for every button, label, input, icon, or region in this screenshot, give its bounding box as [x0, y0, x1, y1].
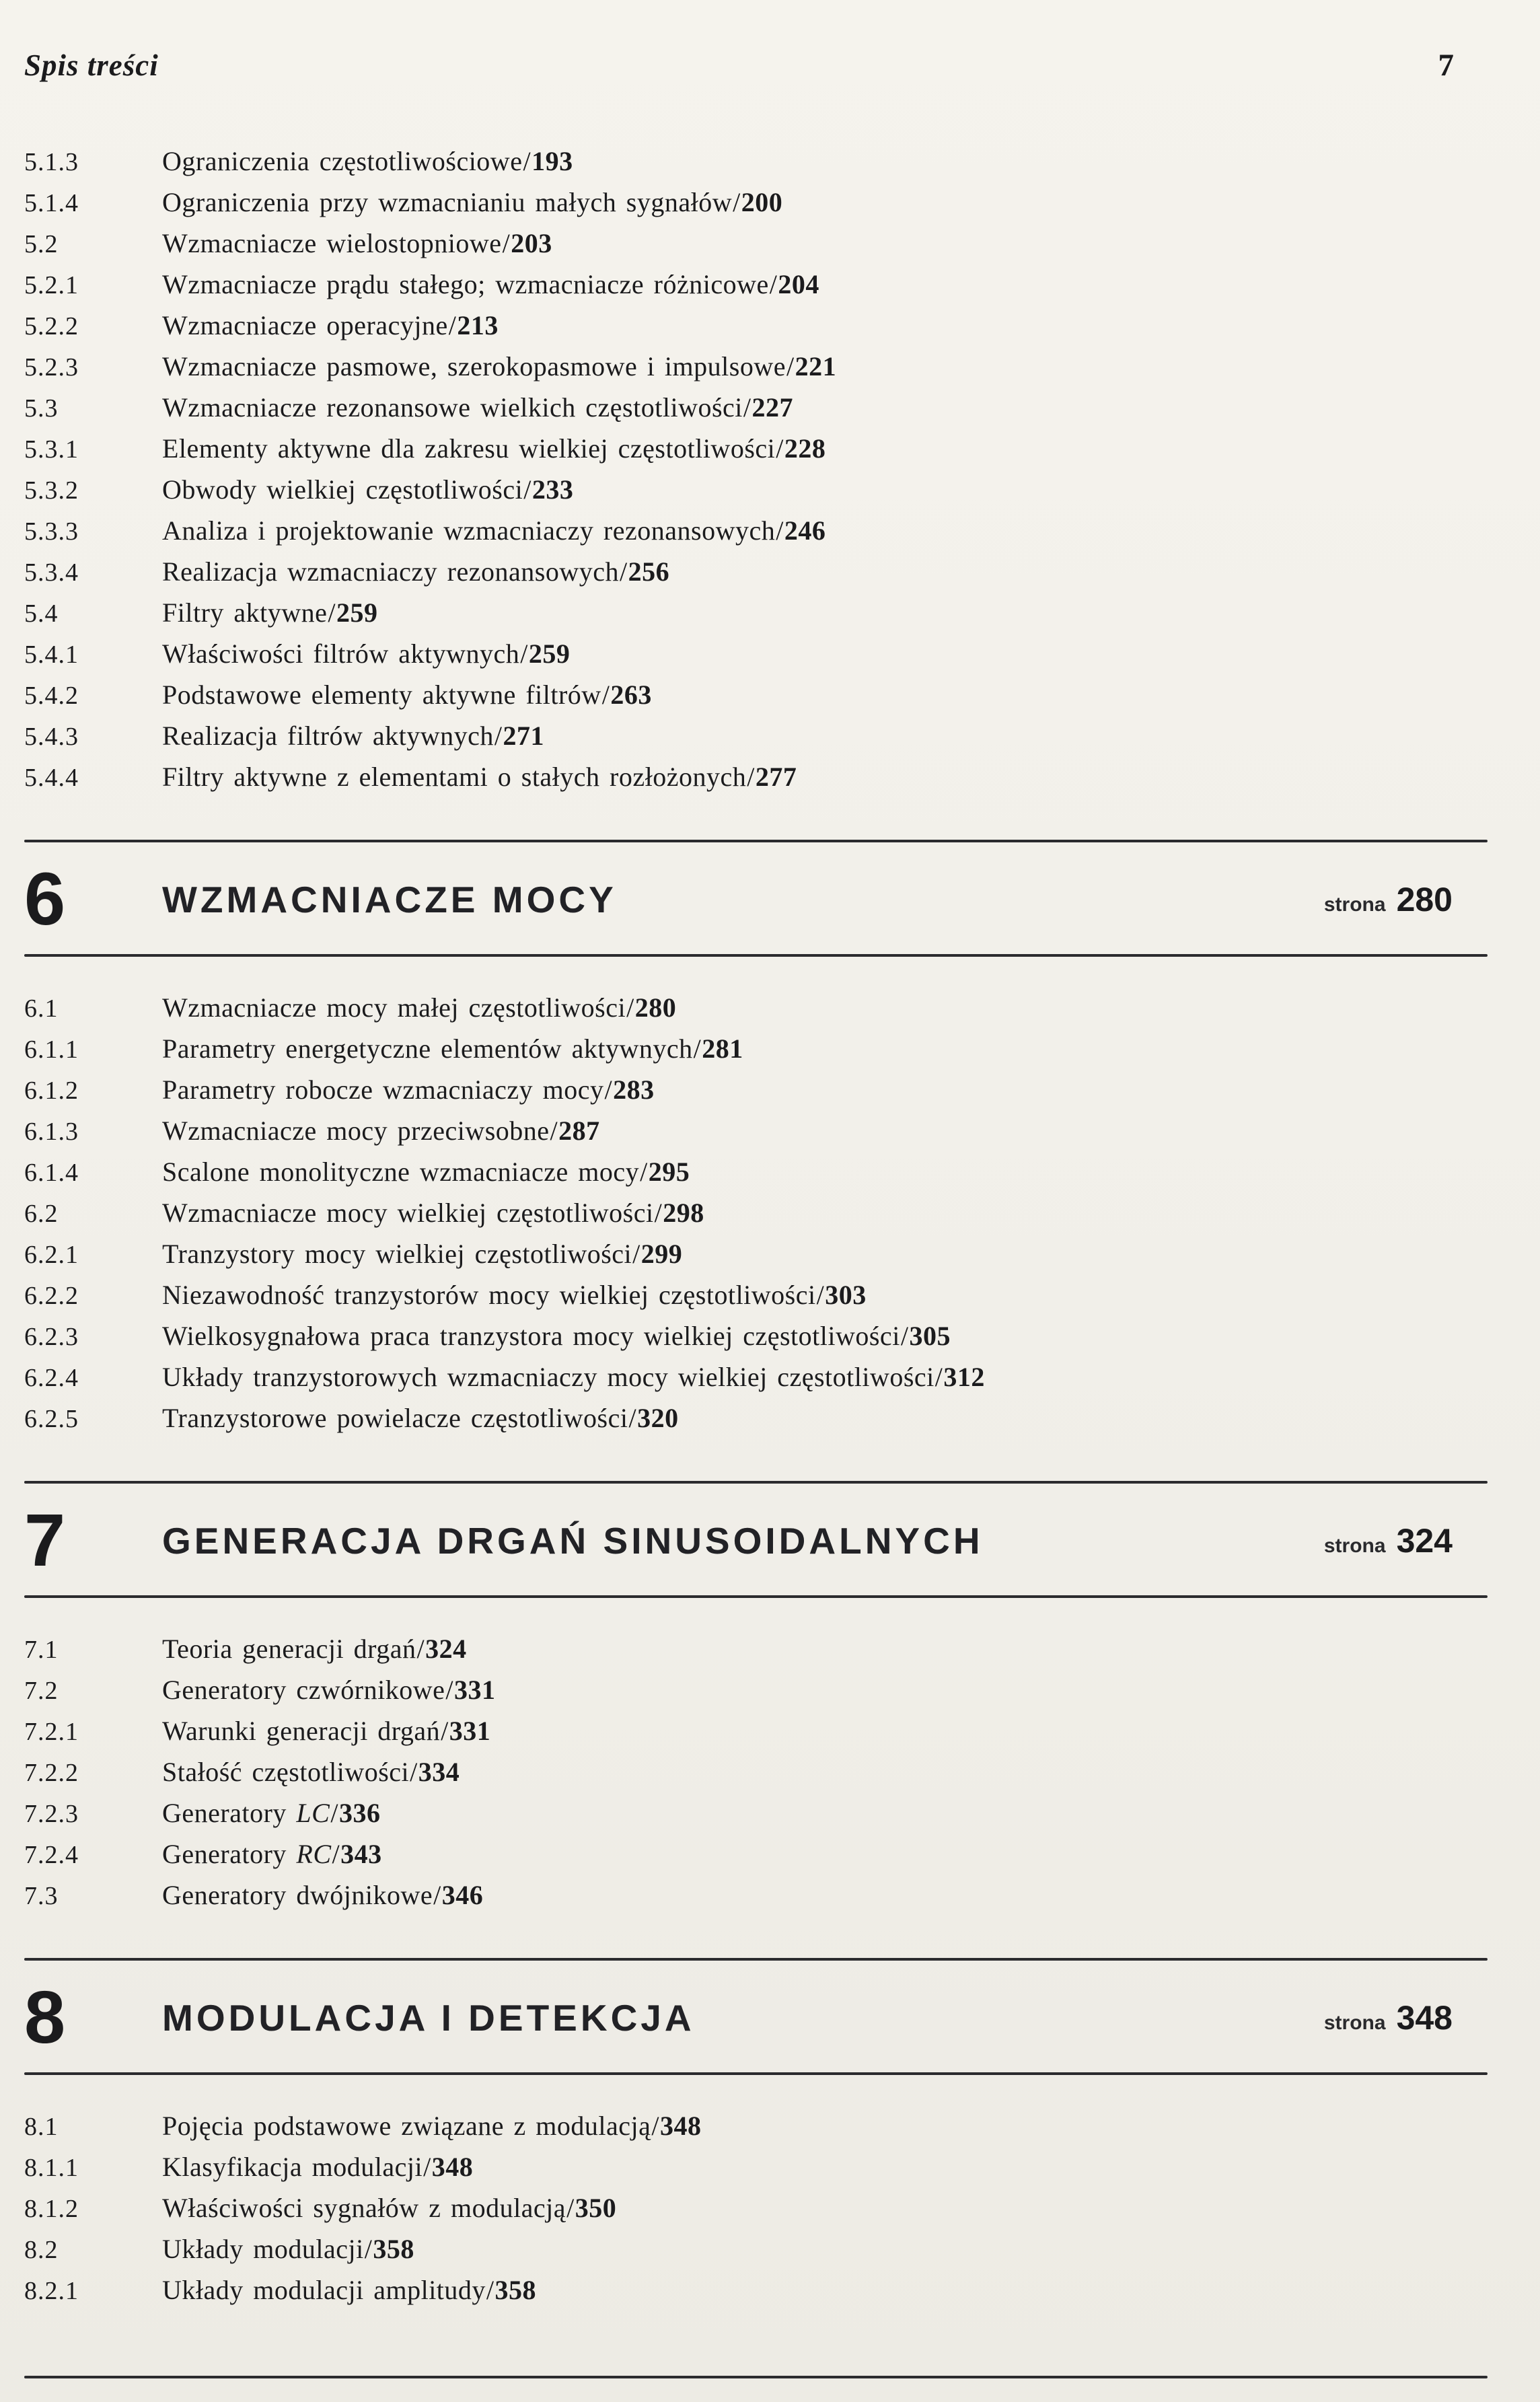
entry-page: 200: [741, 187, 783, 217]
entry-title-wrap: [162, 716, 544, 756]
toc-entry-row: [24, 141, 1488, 182]
chapter-page: [1324, 880, 1453, 919]
entry-number: 5.3: [24, 394, 59, 423]
chapter-heading: [24, 842, 1488, 954]
chapter-number: 8: [24, 1976, 66, 2059]
entry-number: 6.1: [24, 994, 59, 1023]
toc-entry-row: [24, 1275, 1488, 1316]
entry-number: 8.2: [24, 2236, 59, 2264]
chapter-page: [1324, 1521, 1453, 1560]
entry-separator: /: [566, 2193, 575, 2223]
entry-title-wrap: [162, 1670, 496, 1710]
entry-number: 8.2.1: [24, 2277, 79, 2305]
strona-label: strona: [1323, 894, 1386, 916]
entry-separator: /: [486, 2275, 494, 2305]
entry-title-wrap: [162, 1629, 467, 1669]
entry-separator: /: [743, 392, 751, 423]
entry-title-wrap: [162, 2229, 414, 2269]
entry-title-wrap: [162, 1111, 600, 1151]
entry-number: 6.2.2: [24, 1282, 79, 1310]
entry-separator: /: [693, 1033, 702, 1064]
entry-page: 343: [340, 1839, 382, 1869]
toc-entry-row: [24, 634, 1488, 675]
strona-label: strona: [1323, 1535, 1386, 1557]
toc-entry-row: [24, 2147, 1488, 2188]
entry-separator: /: [934, 1362, 943, 1392]
entry-separator: /: [494, 721, 503, 751]
chapter-title: WZMACNIACZE MOCY: [162, 879, 617, 920]
entry-page: 346: [441, 1880, 484, 1910]
entry-number: 5.3.4: [24, 558, 79, 587]
entry-separator: /: [410, 1757, 418, 1787]
chapters-root: [24, 840, 1488, 2311]
chapter-heading: [24, 1484, 1488, 1595]
entry-title-wrap: [162, 675, 652, 715]
entry-title-wrap: [162, 634, 570, 674]
entry-page: 227: [751, 392, 794, 423]
entry-number: 7.3: [24, 1882, 59, 1910]
entry-title-wrap: [162, 429, 826, 468]
entry-title: Parametry energetyczne elementów aktywnych: [162, 1033, 693, 1064]
entry-page: 277: [755, 762, 797, 792]
entry-title: Scalone monolityczne wzmacniacze mocy: [162, 1157, 640, 1187]
toc-entry-row: [24, 1357, 1488, 1398]
entry-separator: /: [640, 1157, 648, 1187]
entry-separator: /: [747, 762, 755, 792]
entry-page: 331: [449, 1716, 491, 1746]
entry-title-wrap: [162, 1793, 380, 1833]
toc-entry-row: [24, 1152, 1488, 1193]
entry-page: 303: [825, 1280, 867, 1310]
entry-page: 358: [373, 2234, 414, 2264]
entry-title-wrap: [162, 1234, 682, 1274]
entry-title-wrap: [162, 552, 669, 591]
entry-title-wrap: [162, 593, 378, 632]
entry-separator: /: [550, 1116, 558, 1146]
entry-separator: /: [416, 1634, 425, 1664]
entry-page: 280: [634, 992, 677, 1023]
toc-entry-row: [24, 182, 1488, 223]
entry-separator: /: [330, 1798, 338, 1828]
entry-title: Układy tranzystorowych wzmacniaczy mocy wielkiej częstotliwości: [162, 1362, 934, 1392]
entry-number: 5.4: [24, 599, 59, 628]
entry-number: 5.3.1: [24, 435, 79, 464]
entry-separator: /: [445, 1675, 453, 1705]
entry-separator: /: [619, 556, 628, 587]
entry-title-wrap: [162, 1029, 743, 1068]
chapter-page: [1324, 1998, 1453, 2037]
entry-title: Tranzystorowe powielacze częstotliwości: [162, 1403, 628, 1433]
entry-separator: /: [816, 1280, 825, 1310]
entry-title: Tranzystory mocy wielkiej częstotliwości: [162, 1239, 632, 1269]
chapter-bottom-divider: [24, 1595, 1488, 1598]
entry-title: Wzmacniacze rezonansowe wielkich częstotliwości: [162, 392, 743, 423]
entry-separator: /: [628, 1403, 637, 1433]
entry-number: 5.4.4: [24, 764, 79, 792]
toc-entry-row: [24, 1670, 1488, 1711]
chapter-section: [24, 1958, 1488, 2311]
toc-entry-row: [24, 305, 1488, 347]
chapter-page-number: 280: [1396, 881, 1453, 918]
entry-title: Właściwości sygnałów z modulacją: [162, 2193, 566, 2223]
entry-number: 5.2: [24, 230, 59, 258]
entry-title-wrap: [162, 1275, 867, 1315]
entry-title-wrap: [162, 1152, 690, 1192]
entry-separator: /: [523, 146, 531, 176]
entry-title: Wzmacniacze mocy przeciwsobne: [162, 1116, 550, 1146]
entry-separator: /: [423, 2152, 431, 2182]
entry-title: Filtry aktywne: [162, 597, 328, 628]
entry-page: 287: [558, 1116, 600, 1146]
chapter-number: 7: [24, 1499, 66, 1582]
entry-number: 5.4.1: [24, 641, 79, 669]
entry-page: 320: [637, 1403, 679, 1433]
entry-number: 8.1.1: [24, 2154, 79, 2182]
toc-entry-row: [24, 511, 1488, 552]
entry-title-wrap: [162, 1752, 460, 1792]
strona-label: strona: [1323, 2012, 1386, 2034]
toc-entry-row: [24, 1793, 1488, 1834]
page-header: [24, 47, 1488, 83]
toc-entry-row: [24, 2188, 1488, 2229]
page-title: Spis treści: [24, 48, 159, 82]
toc-entry-row: [24, 429, 1488, 470]
entry-title-wrap: [162, 1398, 679, 1438]
toc-entry-row: [24, 1834, 1488, 1875]
toc-entry-row: [24, 1029, 1488, 1070]
toc-entry-row: [24, 675, 1488, 716]
entry-title: Generatory RC: [162, 1839, 332, 1869]
entry-title-wrap: [162, 223, 552, 263]
entry-separator: /: [654, 1198, 663, 1228]
toc-entry-row: [24, 388, 1488, 429]
entry-separator: /: [604, 1075, 613, 1105]
toc-entry-row: [24, 1398, 1488, 1439]
entry-title: Właściwości filtrów aktywnych: [162, 639, 520, 669]
entry-number: 7.2.4: [24, 1841, 79, 1869]
page-number: 7: [1438, 48, 1454, 83]
entry-separator: /: [520, 639, 528, 669]
entry-title: Pojęcia podstawowe związane z modulacją: [162, 2111, 651, 2141]
entry-page: 312: [943, 1362, 985, 1392]
entry-title-wrap: [162, 182, 782, 222]
entry-page: 348: [431, 2152, 474, 2182]
entry-page: 263: [610, 680, 652, 710]
entry-page: 246: [784, 515, 826, 546]
entry-number: 6.2: [24, 1200, 59, 1228]
toc-entry-row: [24, 1629, 1488, 1670]
chapter-bottom-divider: [24, 954, 1488, 957]
entry-page: 259: [528, 639, 571, 669]
entry-separator: /: [651, 2111, 659, 2141]
entry-title: Klasyfikacja modulacji: [162, 2152, 423, 2182]
entry-separator: /: [523, 474, 531, 505]
chapter-page-number: 348: [1396, 1999, 1453, 2037]
entry-page: 358: [494, 2275, 537, 2305]
entry-page: 281: [702, 1033, 743, 1064]
entry-title-wrap: [162, 264, 819, 304]
entry-separator: /: [332, 1839, 340, 1869]
entry-title: Parametry robocze wzmacniaczy mocy: [162, 1075, 604, 1105]
entry-title: Wielkosygnałowa praca tranzystora mocy wielkiej częstotliwości: [162, 1321, 900, 1351]
chapter-heading: [24, 1961, 1488, 2072]
entry-title: Realizacja filtrów aktywnych: [162, 721, 494, 751]
toc-entry-row: [24, 716, 1488, 757]
entry-title-wrap: [162, 2147, 473, 2187]
chapter-entries: [24, 2106, 1488, 2311]
toc-root: [24, 141, 1488, 2378]
entry-separator: /: [601, 680, 610, 710]
toc-entry-row: [24, 2270, 1488, 2311]
entry-title: Warunki generacji drgań: [162, 1716, 441, 1746]
entry-page: 256: [628, 556, 670, 587]
entry-number: 7.2: [24, 1677, 59, 1705]
entry-title: Niezawodność tranzystorów mocy wielkiej częstotliwości: [162, 1280, 816, 1310]
entry-title: Elementy aktywne dla zakresu wielkiej częstotliwości: [162, 433, 776, 464]
entry-page: 221: [795, 351, 837, 381]
entry-title: Podstawowe elementy aktywne filtrów: [162, 680, 601, 710]
entry-title-wrap: [162, 1875, 483, 1915]
entry-separator: /: [776, 515, 784, 546]
entry-title-wrap: [162, 305, 499, 345]
toc-entry-row: [24, 1875, 1488, 1916]
entry-number: 5.2.2: [24, 312, 79, 340]
entry-title: Generatory czwórnikowe: [162, 1675, 445, 1705]
entry-title-wrap: [162, 1316, 951, 1356]
entry-title: Układy modulacji: [162, 2234, 364, 2264]
entry-page: 334: [418, 1757, 460, 1787]
entry-page: 204: [778, 269, 819, 299]
toc-entry-row: [24, 1234, 1488, 1275]
entry-separator: /: [328, 597, 336, 628]
chapter-section: [24, 840, 1488, 1439]
entry-title: Stałość częstotliwości: [162, 1757, 410, 1787]
entry-title: Ograniczenia częstotliwościowe: [162, 146, 523, 176]
entry-title: Generatory dwójnikowe: [162, 1880, 433, 1910]
entry-title-wrap: [162, 2106, 701, 2146]
entry-number: 6.2.3: [24, 1323, 79, 1351]
entry-number: 5.1.3: [24, 148, 79, 176]
toc-entry-row: [24, 264, 1488, 305]
toc-entry-row: [24, 757, 1488, 798]
entry-page: 233: [531, 474, 574, 505]
toc-entry-row: [24, 223, 1488, 264]
entry-number: 7.2.1: [24, 1718, 79, 1746]
entry-number: 5.4.2: [24, 682, 79, 710]
entry-separator: /: [632, 1239, 640, 1269]
toc-entry-row: [24, 1070, 1488, 1111]
entry-separator: /: [441, 1716, 449, 1746]
entry-page: 213: [457, 310, 499, 340]
entry-separator: /: [502, 228, 511, 258]
entry-separator: /: [448, 310, 457, 340]
entry-page: 350: [575, 2193, 617, 2223]
entry-number: 5.4.3: [24, 723, 79, 751]
toc-entry-row: [24, 593, 1488, 634]
entry-title-wrap: [162, 2270, 536, 2310]
entry-page: 283: [613, 1075, 655, 1105]
entry-title-wrap: [162, 1357, 985, 1397]
toc-entry-row: [24, 1193, 1488, 1234]
entry-number: 5.3.3: [24, 517, 79, 546]
toc-entry-row: [24, 347, 1488, 388]
entry-number: 7.2.2: [24, 1759, 79, 1787]
entry-title: Wzmacniacze mocy wielkiej częstotliwości: [162, 1198, 654, 1228]
chapter-page-number: 324: [1396, 1522, 1453, 1560]
entry-number: 6.1.1: [24, 1035, 79, 1064]
entry-page: 259: [336, 597, 378, 628]
chapter-title: GENERACJA DRGAŃ SINUSOIDALNYCH: [162, 1520, 984, 1562]
chapter-entries: [24, 988, 1488, 1439]
entry-number: 5.3.2: [24, 476, 79, 505]
entry-title: Analiza i projektowanie wzmacniaczy rezonansowych: [162, 515, 776, 546]
section-5-entries: [24, 141, 1488, 798]
entry-number: 6.2.4: [24, 1364, 79, 1392]
entry-page: 298: [663, 1198, 704, 1228]
entry-number: 8.1: [24, 2113, 59, 2141]
chapter-section: [24, 1481, 1488, 1916]
entry-title: Wzmacniacze prądu stałego; wzmacniacze różnicowe: [162, 269, 769, 299]
entry-title-wrap: [162, 470, 573, 509]
entry-title-wrap: [162, 141, 573, 181]
toc-entry-row: [24, 2106, 1488, 2147]
toc-entry-row: [24, 470, 1488, 511]
entry-title-wrap: [162, 1070, 655, 1109]
entry-page: 305: [909, 1321, 951, 1351]
entry-title: Generatory LC: [162, 1798, 330, 1828]
entry-title-wrap: [162, 2188, 616, 2228]
chapter-entries: [24, 1629, 1488, 1916]
toc-entry-row: [24, 1111, 1488, 1152]
entry-page: 295: [648, 1157, 690, 1187]
entry-page: 193: [531, 146, 573, 176]
entry-title-wrap: [162, 988, 676, 1027]
entry-title-wrap: [162, 1711, 490, 1751]
entry-title-wrap: [162, 757, 797, 797]
chapter-bottom-divider: [24, 2072, 1488, 2075]
entry-title-wrap: [162, 1193, 704, 1233]
entry-separator: /: [733, 187, 741, 217]
entry-number: 5.1.4: [24, 189, 79, 217]
entry-page: 348: [659, 2111, 702, 2141]
entry-title: Układy modulacji amplitudy: [162, 2275, 486, 2305]
entry-separator: /: [769, 269, 778, 299]
entry-number: 5.2.3: [24, 353, 79, 381]
entry-title-wrap: [162, 347, 836, 386]
entry-title: Wzmacniacze pasmowe, szerokopasmowe i impulsowe: [162, 351, 786, 381]
toc-entry-row: [24, 988, 1488, 1029]
entry-title: Ograniczenia przy wzmacnianiu małych sygnałów: [162, 187, 733, 217]
entry-page: 203: [511, 228, 552, 258]
entry-separator: /: [786, 351, 795, 381]
entry-separator: /: [364, 2234, 373, 2264]
toc-entry-row: [24, 2229, 1488, 2270]
entry-title: Wzmacniacze operacyjne: [162, 310, 448, 340]
bottom-divider: [24, 2376, 1488, 2378]
toc-entry-row: [24, 1316, 1488, 1357]
chapter-number: 6: [24, 858, 66, 941]
toc-entry-row: [24, 1752, 1488, 1793]
entry-title: Wzmacniacze mocy małej częstotliwości: [162, 992, 626, 1023]
entry-separator: /: [433, 1880, 441, 1910]
entry-number: 6.2.5: [24, 1405, 79, 1433]
toc-entry-row: [24, 1711, 1488, 1752]
entry-title: Obwody wielkiej częstotliwości: [162, 474, 523, 505]
entry-title-wrap: [162, 511, 826, 550]
entry-title-wrap: [162, 1834, 382, 1874]
entry-title: Filtry aktywne z elementami o stałych rozłożonych: [162, 762, 747, 792]
entry-title: Wzmacniacze wielostopniowe: [162, 228, 502, 258]
entry-title: Realizacja wzmacniaczy rezonansowych: [162, 556, 619, 587]
toc-entry-row: [24, 552, 1488, 593]
entry-number: 5.2.1: [24, 271, 79, 299]
entry-page: 336: [338, 1798, 381, 1828]
entry-number: 6.1.3: [24, 1118, 79, 1146]
entry-number: 7.1: [24, 1636, 59, 1664]
entry-separator: /: [900, 1321, 909, 1351]
entry-number: 6.1.4: [24, 1159, 79, 1187]
entry-title-wrap: [162, 388, 793, 427]
entry-separator: /: [776, 433, 784, 464]
entry-title: Teoria generacji drgań: [162, 1634, 416, 1664]
chapter-title: MODULACJA I DETEKCJA: [162, 1997, 695, 2039]
entry-page: 228: [784, 433, 826, 464]
entry-number: 8.1.2: [24, 2195, 79, 2223]
entry-number: 7.2.3: [24, 1800, 79, 1828]
entry-separator: /: [626, 992, 634, 1023]
entry-number: 6.2.1: [24, 1241, 79, 1269]
entry-number: 6.1.2: [24, 1077, 79, 1105]
entry-page: 324: [425, 1634, 467, 1664]
entry-page: 299: [640, 1239, 683, 1269]
entry-page: 331: [454, 1675, 496, 1705]
entry-page: 271: [503, 721, 545, 751]
